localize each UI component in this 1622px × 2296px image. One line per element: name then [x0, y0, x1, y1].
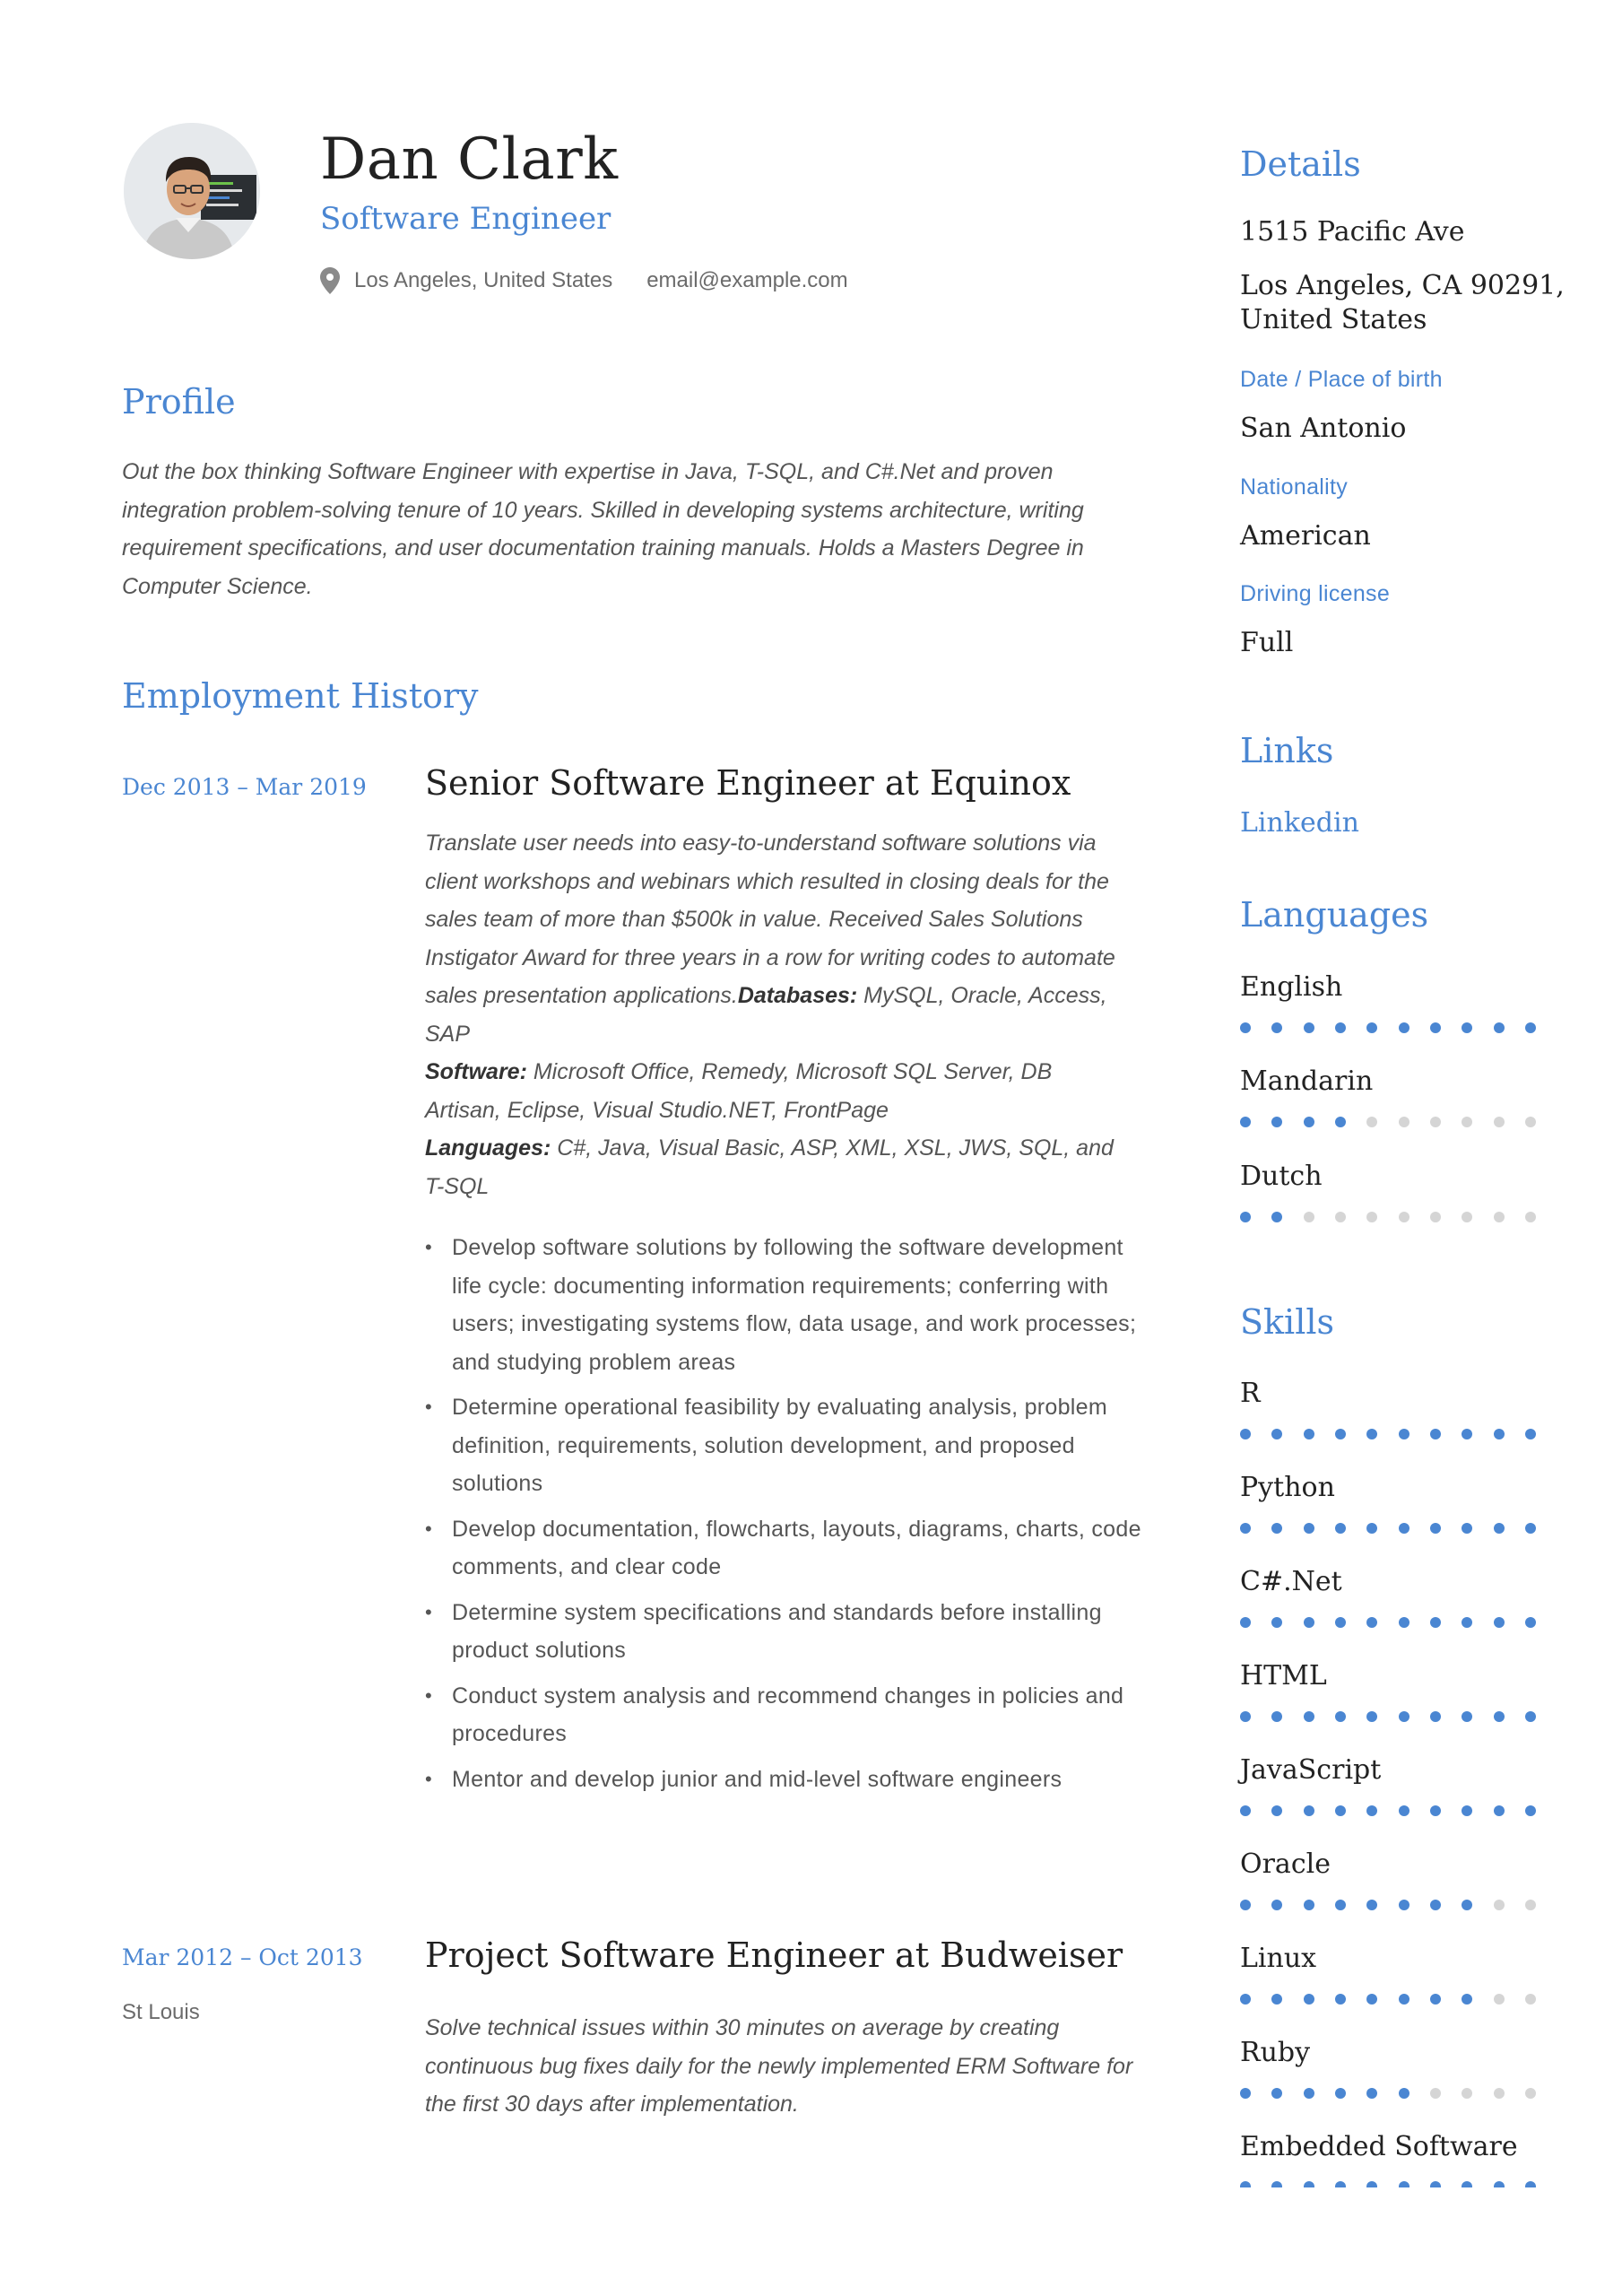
rating-dot-filled: [1462, 2181, 1472, 2187]
skill-name: R: [1240, 1378, 1261, 1409]
rating-dot-empty: [1335, 1212, 1346, 1222]
languages-list: C#, Java, Visual Basic, ASP, XML, XSL, JWS, SQL, and T-SQL: [425, 1135, 1114, 1199]
rating-dot-empty: [1430, 2088, 1441, 2099]
links-heading: Links: [1240, 731, 1334, 770]
rating-dot-filled: [1525, 1617, 1536, 1628]
rating-dot-filled: [1304, 2181, 1314, 2187]
rating-dot-filled: [1430, 1994, 1441, 2005]
rating-dot-filled: [1525, 1022, 1536, 1033]
list-item: • Determine system specifications and standards before installing product solutions: [425, 1594, 1142, 1670]
list-item: • Determine operational feasibility by evaluating analysis, problem definition, requirements, solution development, and proposed solutions: [425, 1388, 1142, 1503]
rating-dot-filled: [1430, 1711, 1441, 1722]
list-item: • Develop software solutions by following the software development life cycle: documenting information requirements; conferring with users; investigating systems flow, data usage, and work processes; and studying problem areas: [425, 1229, 1142, 1381]
rating-dot-filled: [1366, 1022, 1377, 1033]
rating-dot-filled: [1399, 1994, 1409, 2005]
rating-dot-filled: [1366, 1994, 1377, 2005]
rating-dot-filled: [1399, 2181, 1409, 2187]
rating-dot-filled: [1494, 1429, 1505, 1439]
skill-rating: [1240, 1805, 1536, 1817]
rating-dot-filled: [1304, 1900, 1314, 1910]
rating-dot-filled: [1462, 1617, 1472, 1628]
rating-dot-filled: [1240, 1617, 1251, 1628]
rating-dot-filled: [1399, 2088, 1409, 2099]
address-line-2: Los Angeles, CA 90291,: [1240, 270, 1565, 301]
rating-dot-filled: [1430, 1523, 1441, 1534]
job-1-title: Senior Software Engineer at Equinox: [425, 763, 1071, 803]
skill-rating: [1240, 1428, 1536, 1440]
rating-dot-filled: [1525, 1805, 1536, 1816]
rating-dot-filled: [1399, 1429, 1409, 1439]
rating-dot-filled: [1335, 1994, 1346, 2005]
rating-dot-filled: [1366, 2088, 1377, 2099]
location-pin-icon: [320, 267, 340, 294]
rating-dot-filled: [1494, 1022, 1505, 1033]
rating-dot-empty: [1430, 1117, 1441, 1127]
rating-dot-filled: [1240, 2181, 1251, 2187]
rating-dot-filled: [1271, 1429, 1282, 1439]
rating-dot-filled: [1335, 1523, 1346, 1534]
rating-dot-filled: [1240, 1523, 1251, 1534]
job-1-description: [425, 824, 1133, 1205]
rating-dot-filled: [1271, 2181, 1282, 2187]
rating-dot-empty: [1399, 1117, 1409, 1127]
rating-dot-filled: [1240, 1429, 1251, 1439]
license-value: Full: [1240, 627, 1294, 658]
rating-dot-filled: [1304, 1429, 1314, 1439]
rating-dot-empty: [1462, 1212, 1472, 1222]
rating-dot-filled: [1430, 1022, 1441, 1033]
rating-dot-filled: [1494, 2181, 1505, 2187]
rating-dot-filled: [1462, 1429, 1472, 1439]
rating-dot-filled: [1399, 1523, 1409, 1534]
rating-dot-filled: [1271, 1805, 1282, 1816]
rating-dot-filled: [1430, 1617, 1441, 1628]
skill-name: Ruby: [1240, 2037, 1311, 2068]
rating-dot-filled: [1462, 1994, 1472, 2005]
rating-dot-filled: [1494, 1523, 1505, 1534]
skill-rating: [1240, 1522, 1536, 1535]
rating-dot-filled: [1525, 1711, 1536, 1722]
email-link[interactable]: email@example.com: [646, 268, 848, 292]
rating-dot-empty: [1494, 1994, 1505, 2005]
birth-value: San Antonio: [1240, 413, 1407, 444]
language-name: Dutch: [1240, 1161, 1323, 1192]
rating-dot-filled: [1304, 1117, 1314, 1127]
skill-name: C#.Net: [1240, 1566, 1342, 1597]
rating-dot-filled: [1462, 1900, 1472, 1910]
rating-dot-empty: [1494, 1117, 1505, 1127]
rating-dot-filled: [1494, 1711, 1505, 1722]
software-list: Microsoft Office, Remedy, Microsoft SQL Server, DB Artisan, Eclipse, Visual Studio.NET, FrontPage: [425, 1059, 1053, 1123]
nationality-value: American: [1240, 520, 1371, 552]
rating-dot-empty: [1462, 1117, 1472, 1127]
rating-dot-empty: [1525, 1117, 1536, 1127]
rating-dot-filled: [1271, 1900, 1282, 1910]
rating-dot-empty: [1494, 1900, 1505, 1910]
job-1-dates: Dec 2013 – Mar 2019: [122, 774, 367, 800]
rating-dot-empty: [1366, 1117, 1377, 1127]
language-rating: [1240, 1116, 1536, 1128]
skill-rating: [1240, 1993, 1536, 2005]
avatar-photo: [124, 123, 260, 259]
rating-dot-filled: [1335, 1117, 1346, 1127]
rating-dot-filled: [1304, 1805, 1314, 1816]
rating-dot-filled: [1399, 1900, 1409, 1910]
rating-dot-filled: [1462, 1523, 1472, 1534]
rating-dot-filled: [1271, 1994, 1282, 2005]
rating-dot-filled: [1304, 2088, 1314, 2099]
rating-dot-filled: [1399, 1617, 1409, 1628]
skill-name: Embedded Software: [1240, 2131, 1518, 2162]
linkedin-link[interactable]: Linkedin: [1240, 807, 1359, 839]
rating-dot-filled: [1271, 1022, 1282, 1033]
rating-dot-filled: [1462, 1711, 1472, 1722]
rating-dot-filled: [1240, 1117, 1251, 1127]
rating-dot-filled: [1271, 1617, 1282, 1628]
rating-dot-empty: [1366, 1212, 1377, 1222]
rating-dot-filled: [1335, 1711, 1346, 1722]
languages-label: Languages:: [425, 1135, 551, 1161]
skill-rating: [1240, 1710, 1536, 1723]
candidate-title: Software Engineer: [320, 201, 612, 237]
profile-summary: Out the box thinking Software Engineer with expertise in Java, T-SQL, and C#.Net and proven integration problem-solving tenure of 10 years. Skilled in developing systems architecture, writing requirement specifications, and user documentation training manuals. Holds a Masters Degree in Computer Science.: [122, 459, 1084, 599]
rating-dot-filled: [1240, 1805, 1251, 1816]
nationality-label: Nationality: [1240, 474, 1349, 500]
rating-dot-filled: [1525, 1429, 1536, 1439]
rating-dot-filled: [1430, 1429, 1441, 1439]
job-2-title: Project Software Engineer at Budweiser: [425, 1935, 1123, 1975]
language-name: English: [1240, 971, 1343, 1003]
rating-dot-filled: [1304, 1994, 1314, 2005]
rating-dot-filled: [1271, 1212, 1282, 1222]
job-2-description: Solve technical issues within 30 minutes on average by creating continuous bug fixes daily for the newly implemented ERM Software for the first 30 days after implementation.: [425, 2015, 1133, 2117]
rating-dot-filled: [1240, 1212, 1251, 1222]
rating-dot-filled: [1366, 1617, 1377, 1628]
list-item: • Mentor and develop junior and mid-level software engineers: [425, 1761, 1142, 1799]
contact-line: [320, 263, 848, 299]
rating-dot-filled: [1366, 2181, 1377, 2187]
rating-dot-filled: [1271, 1117, 1282, 1127]
language-name: Mandarin: [1240, 1065, 1374, 1097]
rating-dot-filled: [1335, 1022, 1346, 1033]
rating-dot-filled: [1335, 1805, 1346, 1816]
rating-dot-filled: [1304, 1711, 1314, 1722]
rating-dot-empty: [1430, 1212, 1441, 1222]
rating-dot-filled: [1335, 2088, 1346, 2099]
rating-dot-filled: [1399, 1805, 1409, 1816]
skill-rating: [1240, 1899, 1536, 1911]
skill-rating: [1240, 1616, 1536, 1629]
rating-dot-filled: [1271, 1523, 1282, 1534]
rating-dot-filled: [1366, 1523, 1377, 1534]
languages-heading: Languages: [1240, 895, 1429, 935]
rating-dot-empty: [1399, 1212, 1409, 1222]
rating-dot-filled: [1366, 1805, 1377, 1816]
details-heading: Details: [1240, 144, 1361, 184]
rating-dot-filled: [1335, 1429, 1346, 1439]
job-2-location: St Louis: [122, 2000, 200, 2024]
employment-heading: Employment History: [122, 676, 479, 716]
address-line-3: United States: [1240, 304, 1427, 335]
rating-dot-filled: [1399, 1022, 1409, 1033]
software-label: Software:: [425, 1059, 527, 1084]
rating-dot-filled: [1240, 1994, 1251, 2005]
rating-dot-filled: [1271, 1711, 1282, 1722]
rating-dot-empty: [1525, 1900, 1536, 1910]
skill-name: HTML: [1240, 1660, 1327, 1692]
job-2-dates: Mar 2012 – Oct 2013: [122, 1944, 363, 1970]
rating-dot-filled: [1304, 1022, 1314, 1033]
rating-dot-filled: [1462, 1805, 1472, 1816]
rating-dot-filled: [1304, 1523, 1314, 1534]
skill-name: JavaScript: [1240, 1754, 1382, 1786]
rating-dot-empty: [1525, 2088, 1536, 2099]
rating-dot-filled: [1525, 1523, 1536, 1534]
databases-list: MySQL, Oracle, Access, SAP: [425, 983, 1107, 1047]
rating-dot-filled: [1271, 2088, 1282, 2099]
rating-dot-filled: [1430, 1805, 1441, 1816]
skill-name: Oracle: [1240, 1848, 1331, 1880]
rating-dot-empty: [1494, 2088, 1505, 2099]
candidate-name: Dan Clark: [320, 126, 619, 193]
rating-dot-filled: [1399, 1711, 1409, 1722]
birth-label: Date / Place of birth: [1240, 367, 1443, 392]
rating-dot-filled: [1240, 1711, 1251, 1722]
rating-dot-filled: [1525, 2181, 1536, 2187]
rating-dot-empty: [1525, 1212, 1536, 1222]
rating-dot-empty: [1462, 2088, 1472, 2099]
rating-dot-empty: [1494, 1212, 1505, 1222]
skill-rating: [1240, 2181, 1536, 2187]
profile-heading: Profile: [122, 382, 236, 422]
rating-dot-filled: [1240, 1900, 1251, 1910]
rating-dot-filled: [1462, 1022, 1472, 1033]
skill-name: Python: [1240, 1472, 1335, 1503]
list-item: • Develop documentation, flowcharts, layouts, diagrams, charts, code comments, and clear code: [425, 1510, 1142, 1587]
databases-label: Databases:: [737, 983, 858, 1008]
skill-rating: [1240, 2087, 1536, 2100]
job-1-summary: Translate user needs into easy-to-understand software solutions via client workshops and webinars which resulted in closing deals for the sales team of more than $500k in value. Received Sales Solutions Instigator Award for three years in a row for writing codes to automate sales presentation applications.: [425, 831, 1115, 1008]
rating-dot-filled: [1366, 1429, 1377, 1439]
list-item: • Conduct system analysis and recommend changes in policies and procedures: [425, 1677, 1142, 1753]
skill-name: Linux: [1240, 1943, 1317, 1974]
rating-dot-filled: [1240, 1022, 1251, 1033]
rating-dot-filled: [1366, 1900, 1377, 1910]
rating-dot-filled: [1430, 1900, 1441, 1910]
license-label: Driving license: [1240, 581, 1391, 606]
rating-dot-filled: [1304, 1617, 1314, 1628]
rating-dot-empty: [1525, 1994, 1536, 2005]
skills-heading: Skills: [1240, 1302, 1335, 1342]
rating-dot-filled: [1335, 1900, 1346, 1910]
avatar: [124, 123, 260, 259]
rating-dot-filled: [1494, 1805, 1505, 1816]
address-line-1: 1515 Pacific Ave: [1240, 216, 1465, 248]
rating-dot-empty: [1304, 1212, 1314, 1222]
location-text: Los Angeles, United States: [354, 268, 613, 292]
rating-dot-filled: [1430, 2181, 1441, 2187]
rating-dot-filled: [1335, 2181, 1346, 2187]
job-1-bullets: [425, 1229, 1142, 1805]
language-rating: [1240, 1022, 1536, 1034]
language-rating: [1240, 1211, 1536, 1223]
rating-dot-filled: [1494, 1617, 1505, 1628]
rating-dot-filled: [1240, 2088, 1251, 2099]
rating-dot-filled: [1366, 1711, 1377, 1722]
rating-dot-filled: [1335, 1617, 1346, 1628]
